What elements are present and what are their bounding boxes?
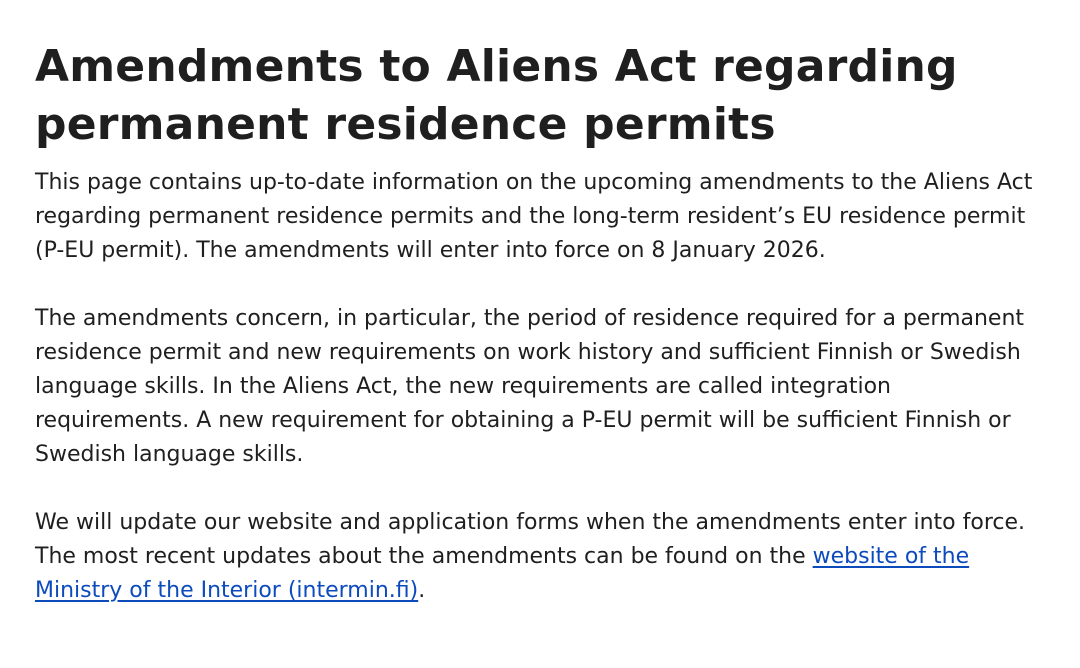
updates-paragraph (35, 506, 1035, 608)
ministry-website-link[interactable]: website of the Ministry of the Interior (intermin.fi) (35, 544, 970, 603)
page-title: Amendments to Aliens Act regarding permanent residence permits (35, 41, 958, 150)
updates-text: We will update our website and application forms when the amendments enter into force. The most recent updates about the amendments can be found on the (35, 510, 1026, 569)
amendments-details-paragraph: The amendments concern, in particular, the period of residence required for a permanent residence permit and new requirements on work history and sufficient Finnish or Swedish language skills. In the Aliens Act, the new requirements are called integration requirements. A new requirement for obtaining a P-EU permit will be sufficient Finnish or Swedish language skills. (35, 306, 1025, 467)
updates-trailing-period: . (418, 578, 426, 603)
intro-paragraph: This page contains up-to-date information on the upcoming amendments to the Aliens Act regarding permanent residence permits and the long-term resident’s EU residence permit (P-EU permit). The amendments will enter into force on 8 January 2026. (35, 170, 1033, 263)
